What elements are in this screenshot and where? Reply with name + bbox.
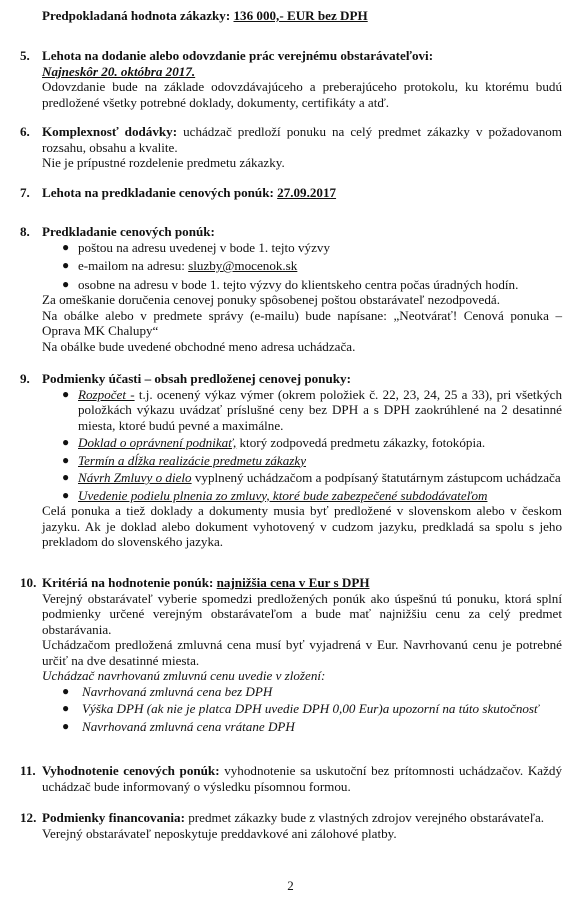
section-number: 10. xyxy=(20,575,37,590)
section-note: Nie je prípustné rozdelenie predmetu zákazky. xyxy=(42,155,285,170)
section-body: uchádzač predloží ponuku na celý predmet zákazky v požadovanom rozsahu, obsahu a kvalite. xyxy=(42,124,562,155)
list-item: ● Rozpočet - t.j. ocenený výkaz výmer (okrem položiek č. 22, 23, 24, 25 a 33), pri všetkých položkách výkazu uvádzať príslušné ceny bez DPH a s DPH zaokrúhlené na 2 desatinné miesta, ktoré budú pevné a maximálne. xyxy=(62,386,562,433)
submission-date: 27.09.2017 xyxy=(277,185,337,200)
section-title: Komplexnosť dodávky: xyxy=(42,124,178,139)
list-item: ● Doklad o oprávnení podnikať, ktorý zodpovedá predmetu zákazky, fotokópia. xyxy=(62,435,486,450)
section-body: Odovzdanie bude na základe odovzdávajúceho a preberajúceho protokolu, ku ktorému budú predložené všetky potrebné doklady, dokumenty, certifikáty a atď. xyxy=(42,79,562,110)
section-title: Predkladanie cenových ponúk: xyxy=(42,224,215,239)
estimated-value-amount: 136 000,- EUR bez DPH xyxy=(233,8,368,23)
list-item: ● Navrhovaná zmluvná cena bez DPH xyxy=(62,683,273,699)
list-item: ● Návrh Zmluvy o dielo vyplnený uchádzačom a podpísaný štatutárnym zástupcom uchádzača xyxy=(62,470,561,485)
list-item: ● Výška DPH (ak nie je platca DPH uvedie DPH 0,00 Eur)a upozorní na túto skutočnosť xyxy=(62,701,539,716)
section-title: Vyhodnotenie cenových ponúk: xyxy=(42,763,220,778)
section-number: 7. xyxy=(20,185,30,200)
bullet-icon: ● xyxy=(62,276,70,291)
list-item: ● Termín a dĺžka realizácie predmetu zákazky xyxy=(62,452,307,468)
list-item: ● e-mailom na adresu: sluzby@mocenok.sk xyxy=(62,258,298,273)
section-title: Lehota na predkladanie cenových ponúk: xyxy=(42,185,278,200)
list-item: ● osobne na adresu v bode 1. tejto výzvy do klientskeho centra počas úradných hodín. xyxy=(62,276,519,292)
section-number: 11. xyxy=(20,763,36,778)
section-paragraph: Na obálke bude uvedené obchodné meno adresa uchádzača. xyxy=(42,338,356,354)
section-title: Kritériá na hodnotenie ponúk: xyxy=(42,575,217,590)
bullet-icon: ● xyxy=(62,683,70,698)
section-number: 5. xyxy=(20,48,30,63)
section-title: Lehota na dodanie alebo odovzdanie prác verejnému obstarávateľovi: xyxy=(42,48,434,63)
list-item: ● poštou na adresu uvedenej v bode 1. tejto výzvy xyxy=(62,239,330,255)
section-number: 12. xyxy=(20,810,37,825)
award-criterion: najnižšia cena v Eur s DPH xyxy=(216,575,370,590)
list-item: ● Uvedenie podielu plnenia zo zmluvy, ktoré bude zabezpečené subdodávateľom xyxy=(62,487,488,503)
email-link[interactable]: sluzby@mocenok.sk xyxy=(188,258,298,273)
section-paragraph: Uchádzač navrhovanú zmluvnú cenu uvedie v zložení: xyxy=(42,668,326,683)
section-number: 6. xyxy=(20,124,30,139)
bullet-icon: ● xyxy=(62,435,70,449)
list-item: ● Navrhovaná zmluvná cena vrátane DPH xyxy=(62,718,295,734)
bullet-icon: ● xyxy=(62,239,70,254)
section-body: vyhodnotenie sa uskutoční bez prítomnosti uchádzačov. Každý uchádzač bude informovaný o výsledku písomnou formou. xyxy=(42,763,562,794)
estimated-value-label: Predpokladaná hodnota zákazky: xyxy=(42,8,231,23)
page-number: 2 xyxy=(287,878,294,893)
section-note: Verejný obstarávateľ neposkytuje preddavkové ani zálohové platby. xyxy=(42,825,397,841)
section-title: Podmienky financovania: xyxy=(42,810,185,825)
bullet-icon: ● xyxy=(62,718,70,733)
bullet-icon: ● xyxy=(62,701,70,715)
section-paragraph: Verejný obstarávateľ vyberie spomedzi predložených ponúk ako úspešnú tú ponuku, ktorá splní podmienky určené verejným obstarávateľom a bude mať najnižšiu cenu za celý predmet obstarávania. xyxy=(42,590,562,637)
bullet-icon: ● xyxy=(62,386,70,401)
bullet-icon: ● xyxy=(62,470,70,484)
bullet-icon: ● xyxy=(62,487,70,502)
section-paragraph: Uchádzačom predložená zmluvná cena musí byť vyjadrená v Eur. Navrhovanú cenu je potrebné určiť na dve desatinné miesta. xyxy=(42,637,562,668)
section-paragraph: Na obálke alebo v predmete správy (e-mailu) bude napísane: „Neotvárať! Cenová ponuka – Oprava MK Chalupy“ xyxy=(42,307,562,338)
delivery-deadline: Najneskôr 20. októbra 2017. xyxy=(42,63,196,79)
section-number: 8. xyxy=(20,224,30,239)
section-body: predmet zákazky bude z vlastných zdrojov verejného obstarávateľa. xyxy=(184,810,545,825)
section-title: Podmienky účasti – obsah predloženej cenovej ponuky: xyxy=(42,371,351,386)
section-paragraph: Celá ponuka a tiež doklady a dokumenty musia byť predložené v slovenskom alebo v českom jazyku. Ak je doklad alebo dokument vyhotovený v cudzom jazyku, predkladá sa spolu s jeho prekladom do slovenského jazyka. xyxy=(42,503,562,549)
section-paragraph: Za omeškanie doručenia cenovej ponuky spôsobenej poštou obstarávateľ nezodpovedá. xyxy=(42,292,500,307)
section-number: 9. xyxy=(20,371,30,386)
bullet-icon: ● xyxy=(62,258,70,272)
bullet-icon: ● xyxy=(62,452,70,467)
